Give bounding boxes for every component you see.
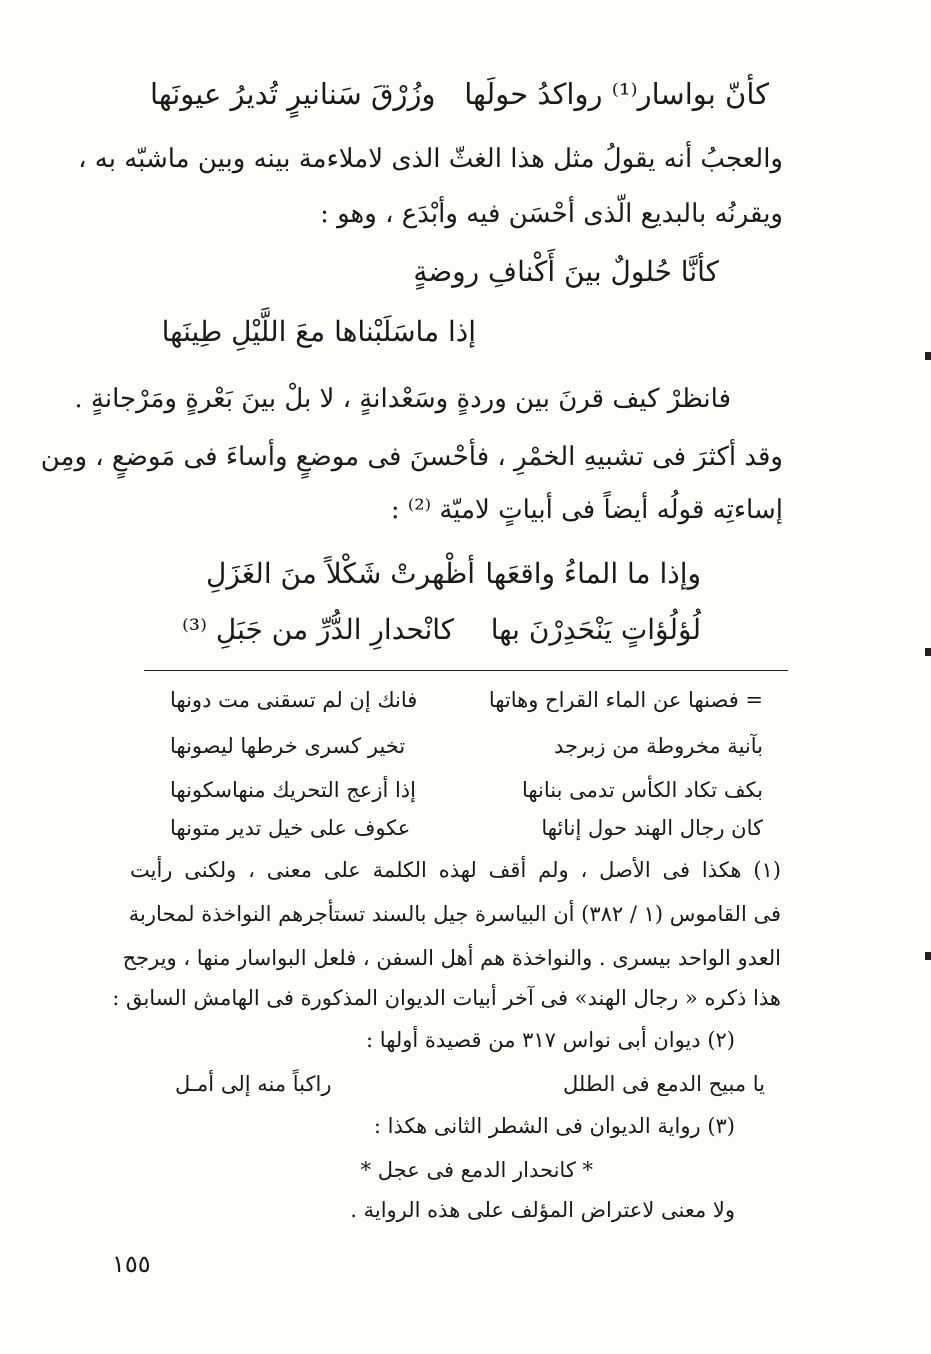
scan-mark [925,952,931,960]
footnote-3-verse: * كانحدار الدمع فى عجل * [360,1158,593,1182]
footnote-verse-first: بكف تكاد الكأس تدمى بنانها [521,778,763,802]
footnote-line: (٢) ديوان أبى نواس ٣١٧ من قصيدة أولها : [366,1028,735,1052]
verse-4-second-hemistich: كانْحدارِ الدُّرِّ من جَبَلِ ⁽³⁾ [182,613,455,646]
prose-line: وقد أكثرَ فى تشبيهِ الخمْرِ ، فأحْسنَ فى موضعٍ وأساءَ فى مَوضعٍ ، ومِن [40,442,783,472]
verse-2-first-hemistich: كأنَّا حُلولٌ بينَ أَكْنافِ روضةٍ [413,255,719,288]
footnote-verse-first: كان رجال الهند حول إنائها [541,816,763,840]
footnote-verse-second: تخير كسرى خرطها ليصونها [170,734,406,758]
verse-1-second-hemistich: وزُرْقَ سَنانيرٍ تُديرُ عيونَها [150,77,436,111]
footnote-verse-first: = فصنها عن الماء القراح وهاتها [488,688,763,712]
verse-1-first-hemistich: كأنّ بواسار⁽¹⁾ رواكدُ حولَها [464,77,769,111]
prose-line: فانظرْ كيف قرنَ بين وردةٍ وسَعْدانةٍ ، لا بلْ بينَ بَعْرةٍ ومَرْجانةٍ . [74,384,731,414]
footnote-line: (١) هكذا فى الأصل ، ولم أقف لهذه الكلمة على معنى ، ولكنى رأيت [130,858,781,882]
verse-2-second-hemistich: إذا ماسَلَبْناها معَ اللَّيْلِ طِينَها [161,315,476,348]
footnote-line: العدو الواحد بيسرى . والنواخذة هم أهل السفن ، فلعل البواسار منها ، ويرجح [122,946,781,970]
footnote-line: ولا معنى لاعتراض المؤلف على هذه الرواية . [350,1198,735,1222]
footnote-line: فى القاموس (١ / ٣٨٢) أن البياسرة جيل بالسند تستأجرهم النواخذة لمحاربة [128,902,781,926]
footnote-2-verse-first: يا مبيح الدمع فى الطلل [563,1072,765,1096]
verse-3-second-hemistich: أظْهرتْ شَكْلاً منَ الغَزَلِ [206,557,476,590]
footnote-2-verse-second: راكباً منه إلى أمـل [175,1072,332,1096]
footnote-verse-second: إذا أزعج التحريك منهاسكونها [170,778,416,802]
prose-line: والعجبُ أنه يقولُ مثل هذا الغثّ الذى لاملاءمة بينه وبين ماشبّه به ، [78,144,783,174]
verse-4-first-hemistich: لُؤلُؤاتٍ يَنْحَدِرْنَ بها [490,613,701,646]
scan-mark [925,648,931,656]
footnote-line: هذا ذكره « رجال الهند» فى آخر أبيات الديوان المذكورة فى الهامش السابق : [112,986,781,1010]
footnote-separator [144,670,788,671]
footnote-verse-second: عكوف على خيل تدير متونها [170,816,411,840]
scan-mark [925,352,931,360]
page-number: ١٥٥ [112,1250,151,1278]
verse-3-first-hemistich: وإذا ما الماءُ واقعَها [485,557,701,590]
footnote-verse-second: فانك إن لم تسقنى مت دونها [170,688,418,712]
prose-line: إساءتِه قولُه أيضاً فى أبياتٍ لاميّة ⁽²⁾ : [390,495,783,525]
footnote-verse-first: بآنية مخروطة من زبرجد [553,734,763,758]
footnote-line: (٣) رواية الديوان فى الشطر الثانى هكذا : [373,1114,735,1138]
prose-line: ويقرنُه بالبديع الّذى أحْسَن فيه وأبْدَع ، وهو : [320,199,783,229]
